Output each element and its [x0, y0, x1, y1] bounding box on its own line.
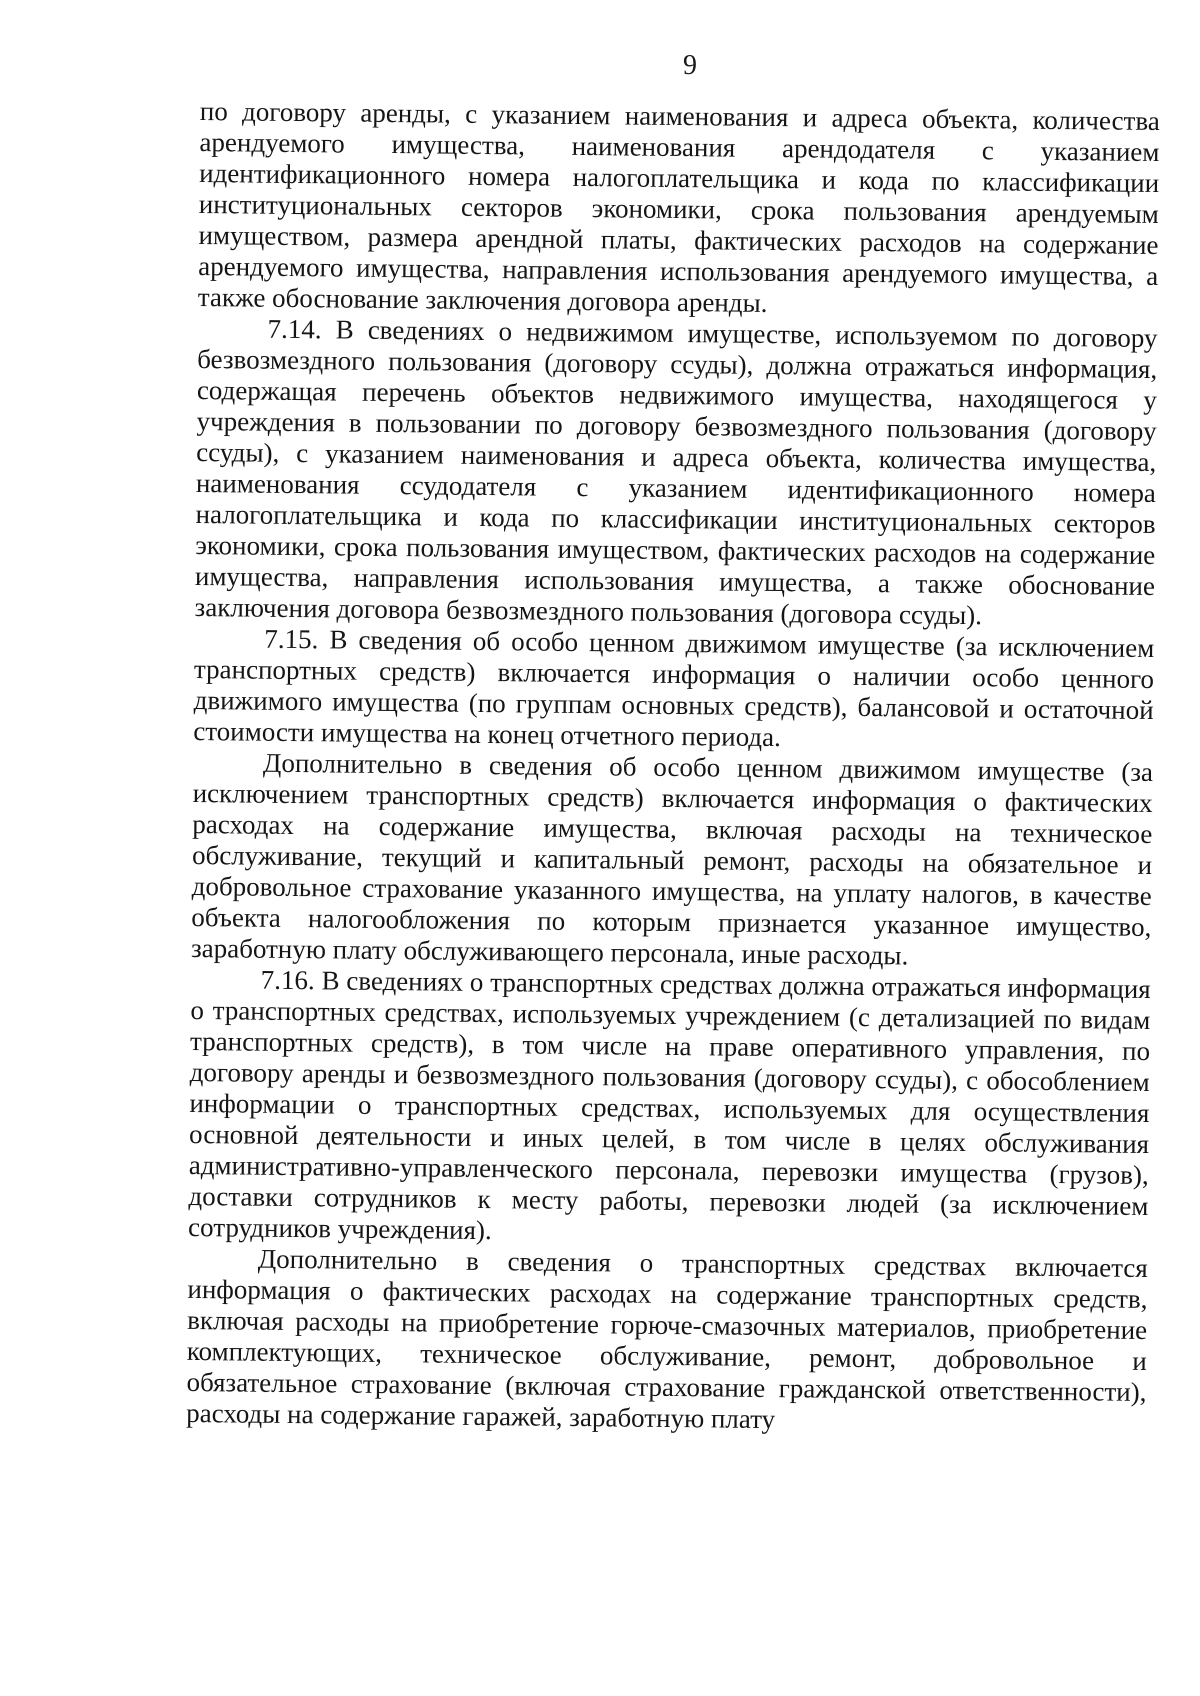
document-body: [186, 96, 1160, 1439]
paragraph-7-14: 7.14. В сведениях о недвижимом имуществе, используемом по договору безвозмездного пользования (договору ссуды), должна отражаться информация, содержащая перечень объектов недвижимого имущества, находящегося у учреждения в пользовании по договору безвозмездного пользования (договору ссуды), с указанием наименования и адреса объекта, количества имущества, наименования ссудодателя с указанием идентификационного номера налогоплательщика и кода по классификации институциональных секторов экономики, срока пользования имуществом, фактических расходов на содержание имущества, направления использования имущества, а также обоснование заключения договора безвозмездного пользования (договора ссуды).: [194, 313, 1158, 631]
paragraph-7-15: 7.15. В сведения об особо ценном движимом имуществе (за исключением транспортных средств) включается информация о наличии особо ценного движимого имущества (по группам основных средств), балансовой и остаточной стоимости имущества на конец отчетного периода.: [193, 623, 1155, 753]
paragraph-7-15-additional: Дополнительно в сведения об особо ценном движимом имуществе (за исключением транспортных средств) включается информация о фактических расходах на содержание имущества, включая расходы на техническое обслуживание, текущий и капитальный ремонт, расходы на обязательное и добровольное страхование указанного имущества, на уплату налогов, в качестве объекта налогообложения по которым признается указанное имущество, заработную плату обслуживающего персонала, иные расходы.: [190, 747, 1154, 971]
paragraph-lease-continuation: по договору аренды, с указанием наименования и адреса объекта, количества арендуемого имущества, наименования арендодателя с указанием идентификационного номера налогоплательщика и кода по классификации институциональных секторов экономики, срока пользования арендуемым имуществом, размера арендной платы, фактических расходов на содержание арендуемого имущества, направления использования арендуемого имущества, а также обоснование заключения договора аренды.: [197, 96, 1160, 318]
paragraph-7-16-additional: Дополнительно в сведения о транспортных средствах включается информация о фактических расходах на содержание транспортных средств, включая расходы на приобретение горюче-смазочных материалов, приобретение комплектующих, техническое обслуживание, ремонт, добровольное и обязательное страхование (включая страхование гражданской ответственности), расходы на содержание гаражей, заработную плату: [186, 1243, 1148, 1435]
paragraph-7-16: 7.16. В сведениях о транспортных средствах должна отражаться информация о транспортных средствах, используемых учреждением (с детализацией по видам транспортных средств), в том числе на праве оперативного управления, по договору аренды и безвозмездного пользования (договору ссуды), с обособлением информации о транспортных средствах, используемых для осуществления основной деятельности и иных целей, в том числе в целях обслуживания административно-управленческого персонала, перевозки имущества (грузов), доставки сотрудников к месту работы, перевозки людей (за исключением сотрудников учреждения).: [187, 964, 1151, 1246]
page-number: 9: [683, 50, 697, 81]
